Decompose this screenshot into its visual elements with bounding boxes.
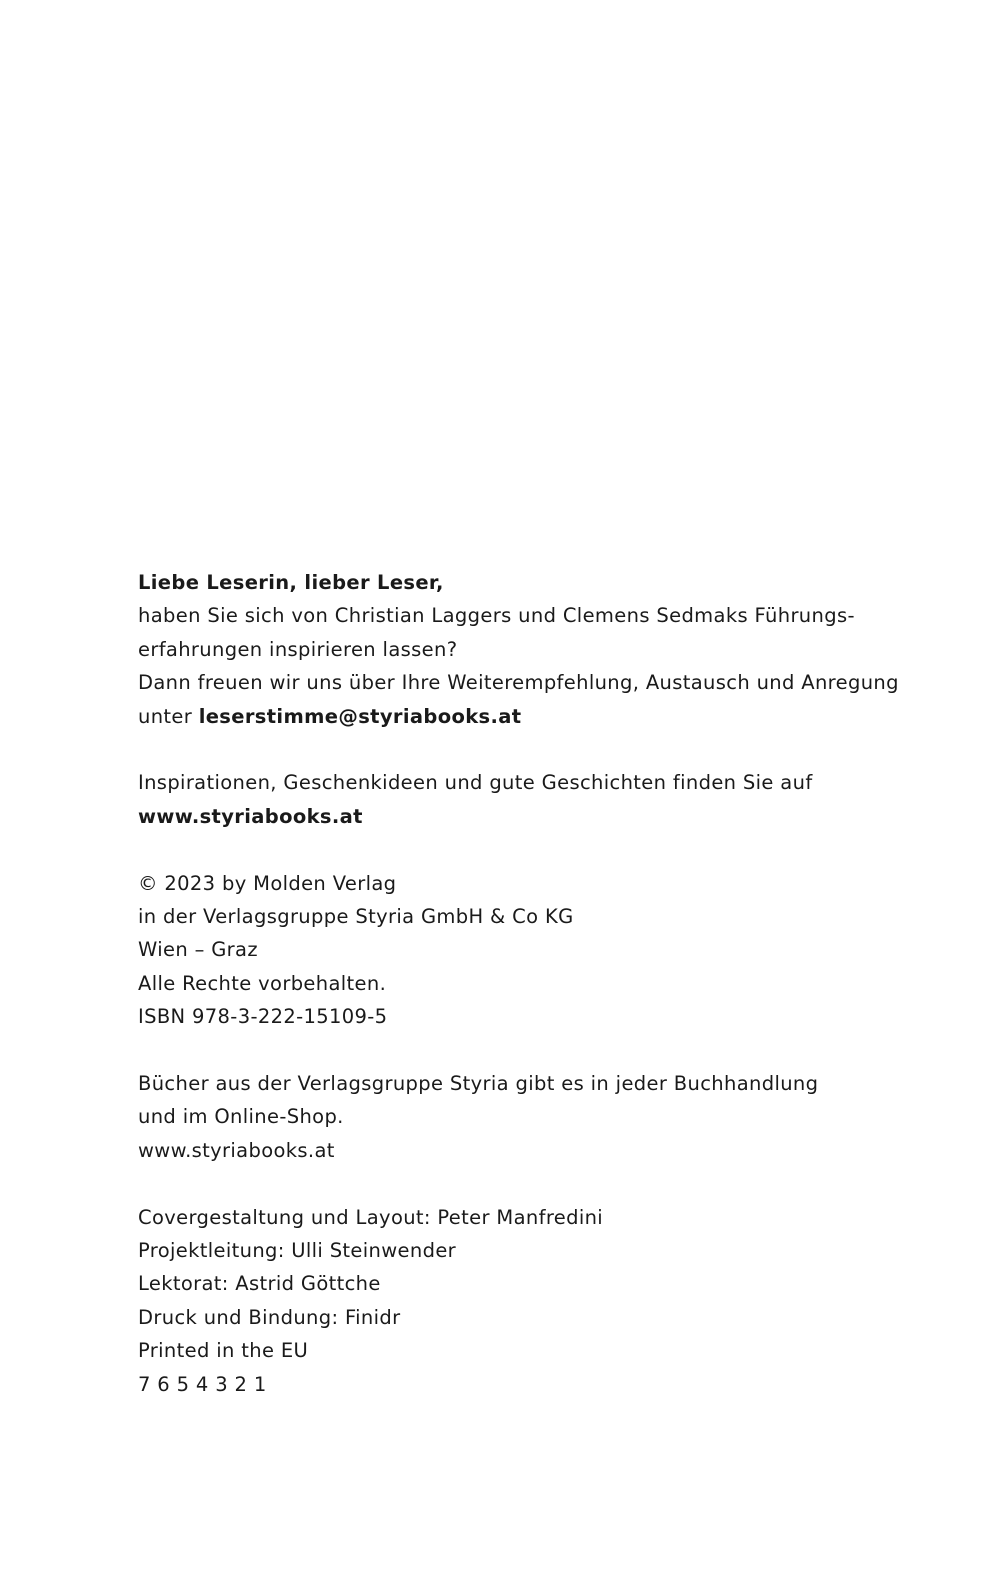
salutation: Liebe Leserin, lieber Leser, — [138, 571, 444, 594]
shop-website-link[interactable]: www.styriabooks.at — [138, 1138, 335, 1162]
credits-section — [138, 1201, 898, 1401]
greeting-line-2: erfahrungen inspirieren lassen? — [138, 637, 458, 661]
greeting-line-1: haben Sie sich von Christian Laggers und Clemens Sedmaks Führungs- — [138, 604, 855, 628]
inspiration-text: Inspirationen, Geschenkideen und gute Geschichten finden Sie auf — [138, 771, 813, 795]
credit-project-lead: Projektleitung: Ulli Steinwender — [138, 1239, 457, 1263]
greeting-line-3: Dann freuen wir uns über Ihre Weiterempfehlung, Austausch und Anregung — [138, 671, 899, 695]
credit-printing: Druck und Bindung: Finidr — [138, 1305, 401, 1329]
availability-section — [138, 1067, 898, 1167]
publisher-location: Wien – Graz — [138, 938, 258, 962]
spacer — [138, 833, 898, 866]
email-prefix: unter — [138, 704, 199, 728]
isbn: ISBN 978-3-222-15109-5 — [138, 1005, 388, 1029]
availability-line-1: Bücher aus der Verlagsgruppe Styria gibt es in jeder Buchhandlung — [138, 1072, 819, 1096]
reader-email-link[interactable]: leserstimme@styriabooks.at — [198, 704, 522, 728]
spacer — [138, 733, 898, 766]
publisher-group: in der Verlagsgruppe Styria GmbH & Co KG — [138, 905, 574, 929]
spacer — [138, 1034, 898, 1067]
copyright-line: © 2023 by Molden Verlag — [138, 871, 397, 895]
rights-notice: Alle Rechte vorbehalten. — [138, 971, 387, 995]
copyright-section — [138, 867, 898, 1034]
imprint-page — [138, 566, 898, 1401]
availability-line-2: und im Online-Shop. — [138, 1105, 344, 1129]
inspiration-section — [138, 766, 898, 833]
print-run-number: 7 6 5 4 3 2 1 — [138, 1372, 267, 1396]
credit-editing: Lektorat: Astrid Göttche — [138, 1272, 381, 1296]
reader-greeting-section — [138, 566, 898, 733]
credit-cover-layout: Covergestaltung und Layout: Peter Manfredini — [138, 1205, 604, 1229]
website-link[interactable]: www.styriabooks.at — [138, 804, 363, 828]
printed-in: Printed in the EU — [138, 1339, 309, 1363]
spacer — [138, 1167, 898, 1200]
greeting-line-4 — [138, 700, 898, 733]
